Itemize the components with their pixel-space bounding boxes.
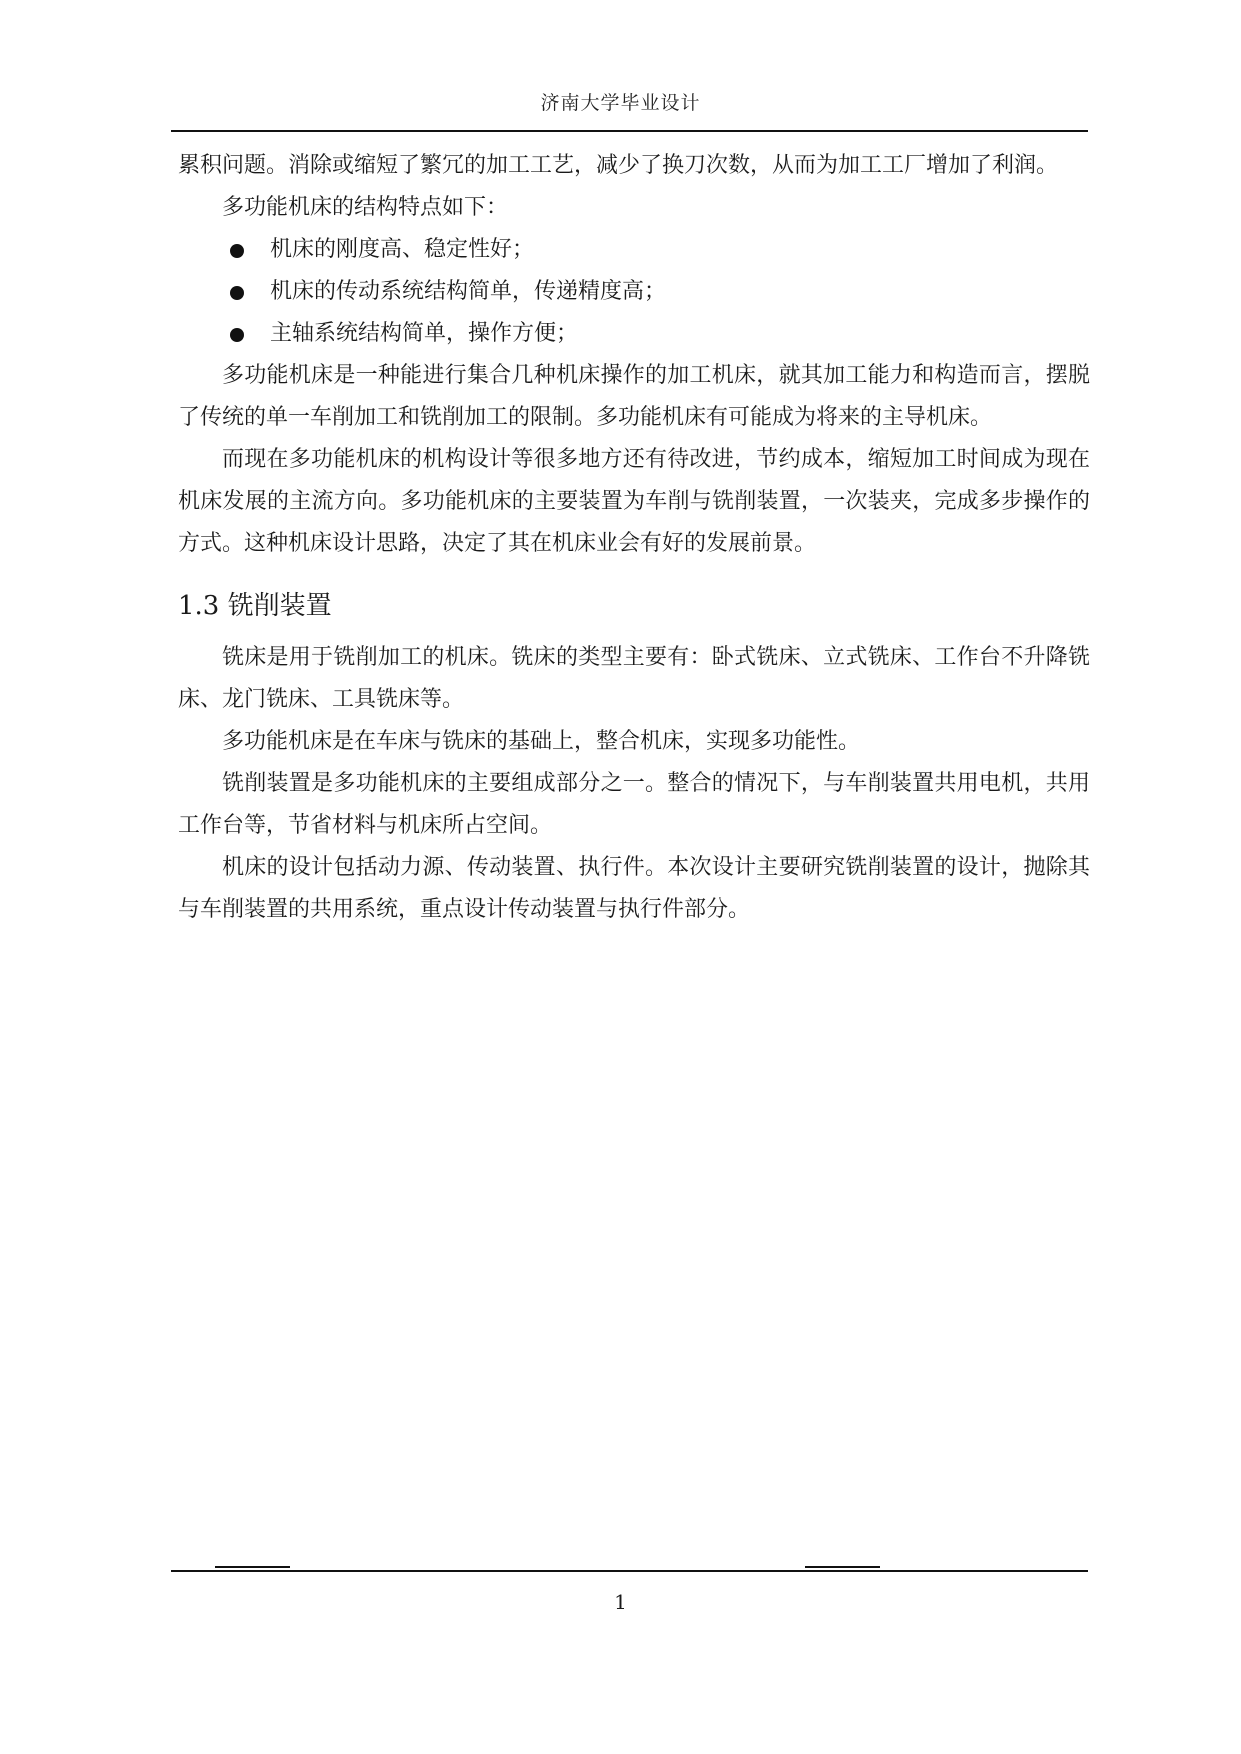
bullet-text: 机床的传动系统结构简单，传递精度高； (270, 279, 667, 304)
footer-divider-accent (805, 1566, 880, 1568)
bullet-text: 主轴系统结构简单，操作方便； (270, 321, 579, 346)
section-paragraph: 机床的设计包括动力源、传动装置、执行件。本次设计主要研究铣削装置的设计，抛除其与车削装置的共用系统，重点设计传动装置与执行件部分。 (178, 855, 1090, 922)
section-heading: 1.3 铣削装置 (178, 591, 332, 621)
paragraph-multifunction: 多功能机床是一种能进行集合几种机床操作的加工机床，就其加工能力和构造而言，摆脱了传统的单一车削加工和铣削加工的限制。多功能机床有可能成为将来的主导机床。 (178, 363, 1090, 430)
page-number: 1 (614, 1590, 627, 1614)
bullet-item (178, 313, 1090, 355)
section-paragraph: 铣削装置是多功能机床的主要组成部分之一。整合的情况下，与车削装置共用电机，共用工作台等，节省材料与机床所占空间。 (178, 771, 1090, 838)
bullet-dot-icon (230, 328, 244, 342)
header-divider (171, 130, 1088, 132)
paragraph-continuation: 累积问题。消除或缩短了繁冗的加工工艺，减少了换刀次数，从而为加工工厂增加了利润。 (178, 153, 1059, 178)
footer-divider-accent (215, 1566, 290, 1568)
footer-divider (171, 1570, 1088, 1572)
bullet-item (178, 229, 1090, 271)
bullet-dot-icon (230, 244, 244, 258)
bullet-text: 机床的刚度高、稳定性好； (270, 237, 535, 262)
bullet-dot-icon (230, 286, 244, 300)
page-body (178, 145, 1090, 931)
paragraph-features-intro: 多功能机床的结构特点如下： (222, 195, 509, 220)
section-paragraph: 多功能机床是在车床与铣床的基础上，整合机床，实现多功能性。 (222, 729, 861, 754)
section-paragraph: 铣床是用于铣削加工的机床。铣床的类型主要有：卧式铣床、立式铣床、工作台不升降铣床、龙门铣床、工具铣床等。 (178, 645, 1090, 712)
page-header-title: 济南大学毕业设计 (540, 92, 701, 114)
bullet-item (178, 271, 1090, 313)
feature-bullet-list (178, 229, 1090, 355)
paragraph-improvement: 而现在多功能机床的机构设计等很多地方还有待改进，节约成本，缩短加工时间成为现在机床发展的主流方向。多功能机床的主要装置为车削与铣削装置，一次装夹，完成多步操作的方式。这种机床设计思路，决定了其在机床业会有好的发展前景。 (178, 447, 1090, 556)
